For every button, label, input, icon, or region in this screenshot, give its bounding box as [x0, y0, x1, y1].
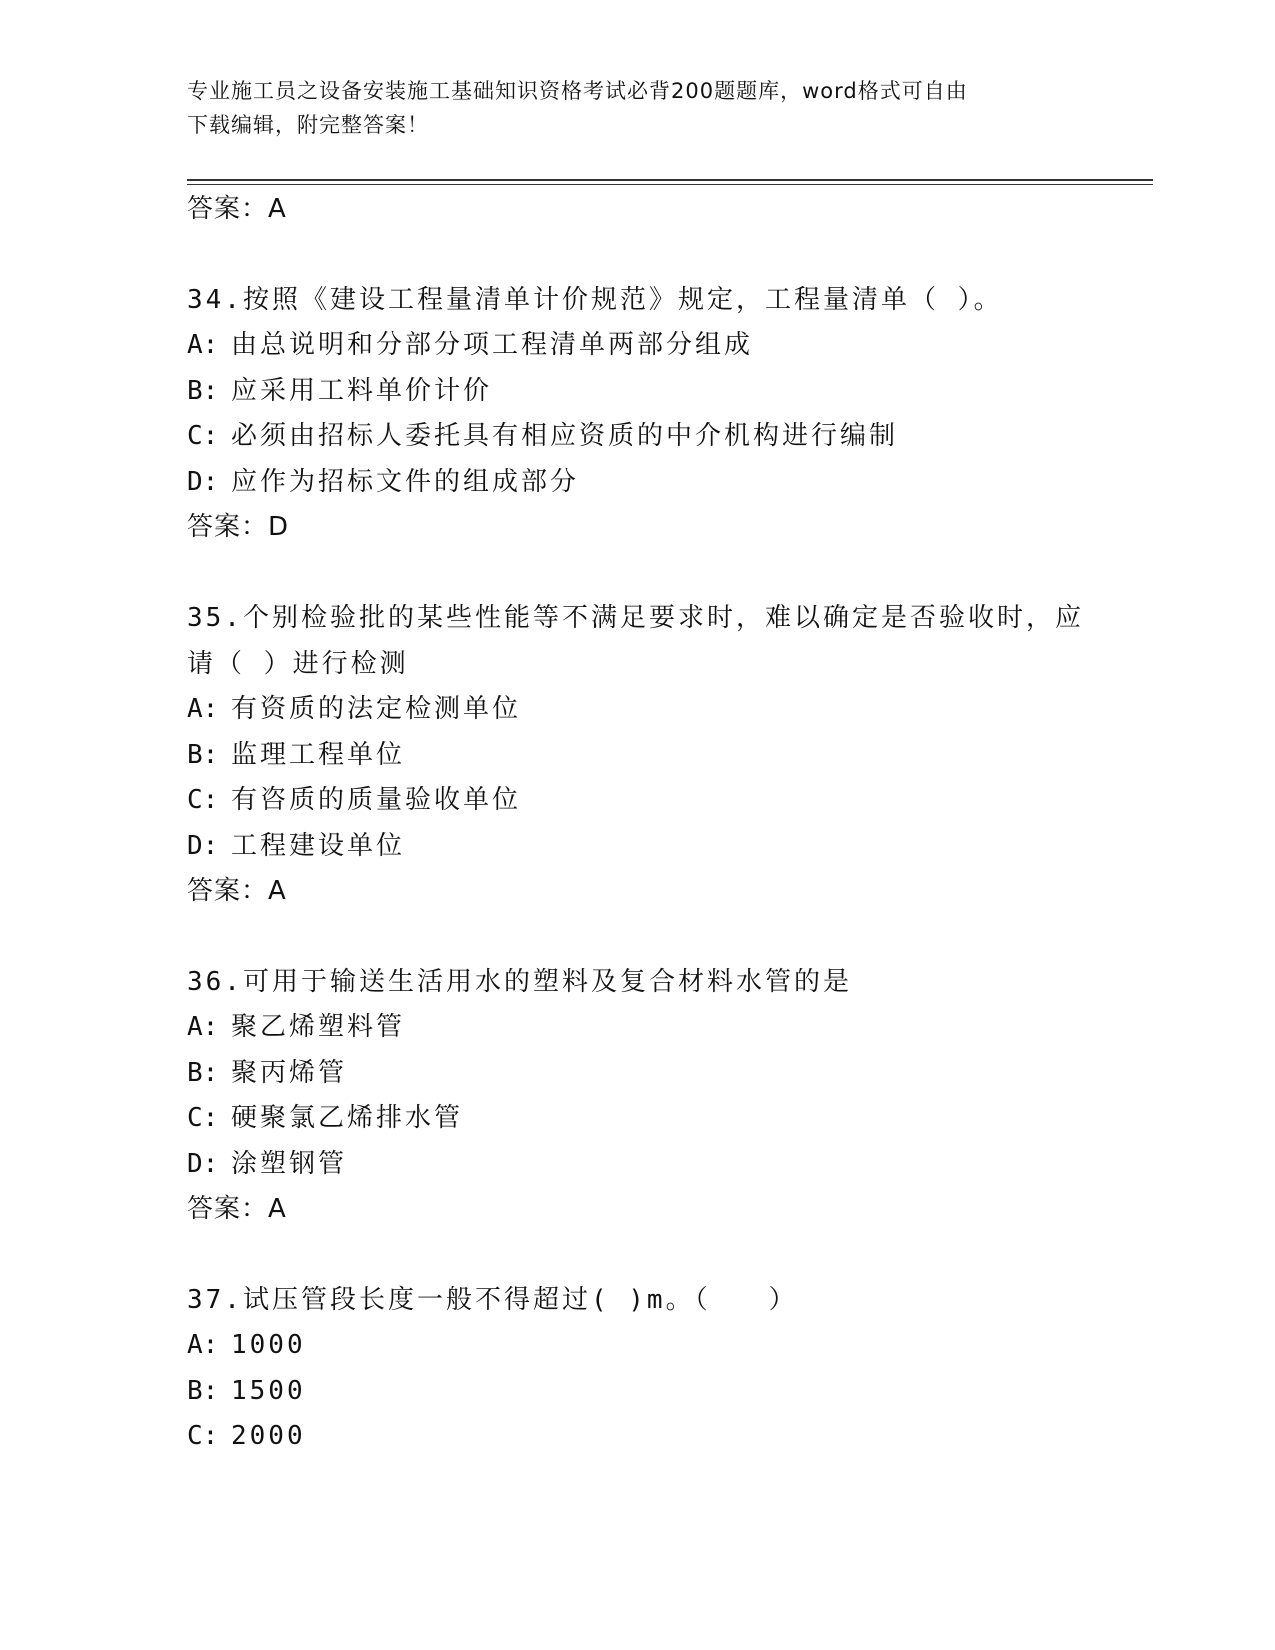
option-text: 1000 — [231, 1330, 306, 1360]
answer-option — [187, 778, 1087, 824]
option-text: 有资质的法定检测单位 — [231, 694, 522, 724]
option-key: C: — [187, 1103, 219, 1133]
header-divider-thin — [187, 184, 1153, 185]
option-key: C: — [187, 421, 219, 451]
answer-line — [187, 187, 1087, 231]
answer-line — [187, 1187, 1087, 1231]
answer-option — [187, 1096, 1087, 1142]
answer-option — [187, 1323, 1087, 1369]
question-block — [187, 277, 1087, 549]
answer-option — [187, 1142, 1087, 1188]
option-text: 由总说明和分部分项工程清单两部分组成 — [231, 330, 754, 360]
answer-label: 答案： — [187, 194, 269, 224]
option-key: D: — [187, 830, 219, 861]
answer-line — [187, 505, 1087, 549]
answer-label: 答案： — [187, 512, 269, 542]
document-header — [187, 74, 1067, 142]
option-key: C: — [187, 785, 219, 815]
option-key: A: — [187, 694, 219, 724]
header-line-2: 下载编辑，附完整答案！ — [187, 113, 429, 137]
option-text: 监理工程单位 — [231, 739, 406, 770]
answer-option — [187, 824, 1087, 870]
answer-option — [187, 323, 1087, 369]
question-list — [187, 277, 1087, 1460]
option-key: B: — [187, 375, 219, 406]
option-key: B: — [187, 1057, 219, 1088]
option-key: A: — [187, 1330, 219, 1360]
header-divider — [187, 179, 1153, 181]
option-text: 2000 — [231, 1421, 306, 1451]
answer-option — [187, 1005, 1087, 1051]
answer-option — [187, 1414, 1087, 1460]
question-block — [187, 1277, 1087, 1460]
option-text: 应作为招标文件的组成部分 — [231, 466, 580, 497]
question-text: 37.试压管段长度一般不得超过( )m。（ ） — [187, 1285, 798, 1315]
question-block — [187, 595, 1087, 913]
option-text: 应采用工料单价计价 — [231, 375, 493, 406]
answer-option — [187, 369, 1087, 415]
answer-option — [187, 733, 1087, 779]
answer-option — [187, 1369, 1087, 1415]
option-key: B: — [187, 739, 219, 770]
answer-value: D — [268, 512, 290, 542]
option-text: 必须由招标人委托具有相应资质的中介机构进行编制 — [231, 421, 899, 451]
option-key: B: — [187, 1375, 219, 1406]
answer-value: A — [268, 876, 287, 906]
option-text: 聚丙烯管 — [231, 1057, 348, 1088]
document-body — [187, 187, 1087, 1460]
answer-label: 答案： — [187, 1194, 269, 1224]
option-key: A: — [187, 1012, 219, 1042]
option-text: 涂塑钢管 — [231, 1148, 348, 1179]
option-text: 有咨质的质量验收单位 — [231, 785, 522, 815]
option-text: 聚乙烯塑料管 — [231, 1012, 406, 1042]
answer-option — [187, 460, 1087, 506]
option-key: A: — [187, 330, 219, 360]
question-text: 34.按照《建设工程量清单计价规范》规定，工程量清单（ ）。 — [187, 285, 1003, 315]
option-text: 工程建设单位 — [231, 830, 406, 861]
option-text: 硬聚氯乙烯排水管 — [231, 1103, 464, 1133]
answer-value: A — [268, 194, 287, 224]
answer-value: A — [268, 1194, 287, 1224]
question-block — [187, 959, 1087, 1231]
answer-option — [187, 414, 1087, 460]
question-text: 36.可用于输送生活用水的塑料及复合材料水管的是 — [187, 967, 852, 997]
question-text: 35.个别检验批的某些性能等不满足要求时，难以确定是否验收时，应请（ ）进行检测 — [187, 603, 1084, 679]
option-key: C: — [187, 1421, 219, 1451]
answer-line — [187, 869, 1087, 913]
option-key: D: — [187, 1148, 219, 1179]
answer-option — [187, 687, 1087, 733]
option-key: D: — [187, 466, 219, 497]
header-line-1: 专业施工员之设备安装施工基础知识资格考试必背200题题库，word格式可自由 — [187, 79, 968, 103]
answer-label: 答案： — [187, 876, 269, 906]
answer-option — [187, 1051, 1087, 1097]
option-text: 1500 — [231, 1375, 306, 1406]
